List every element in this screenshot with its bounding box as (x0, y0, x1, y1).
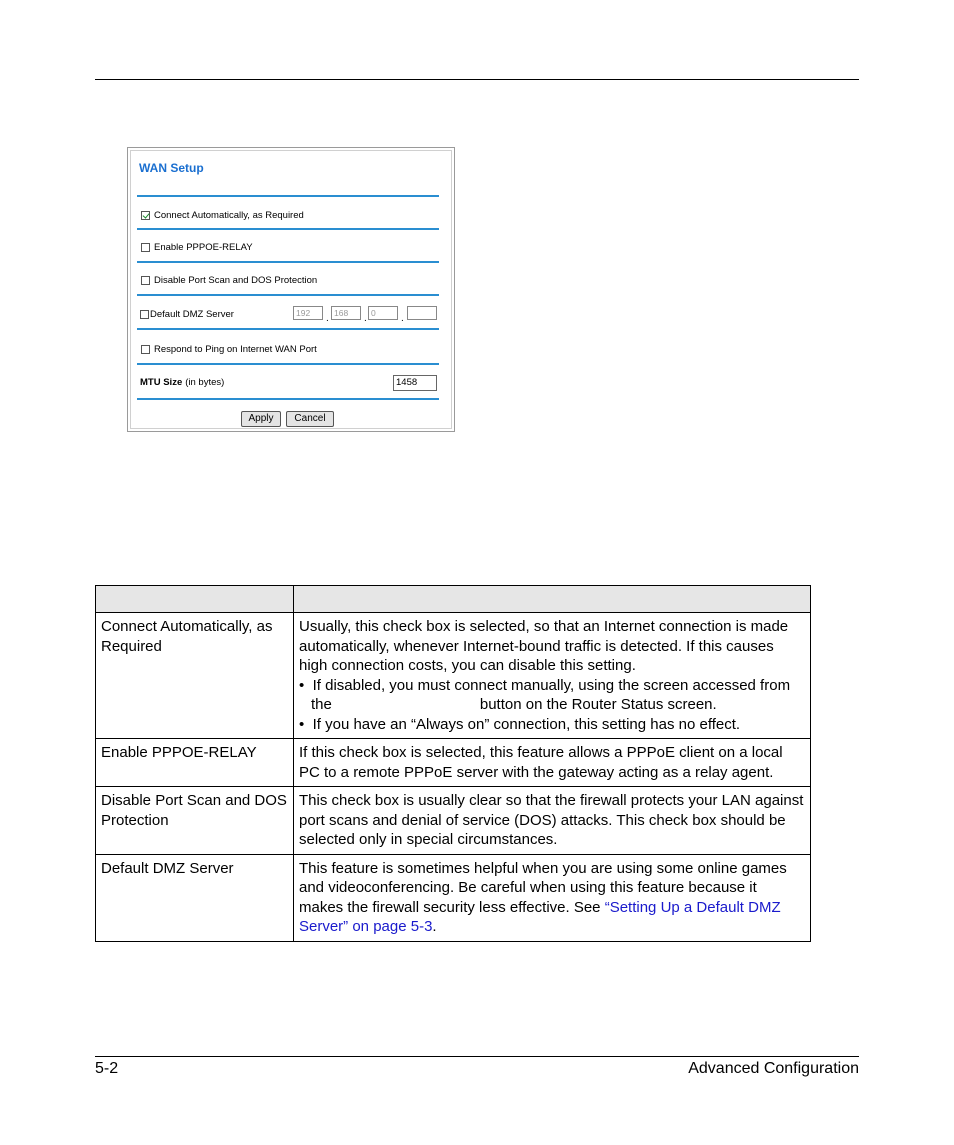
list-item: • If you have an “Always on” connection, this setting has no effect. (299, 715, 741, 733)
port-scan-row (141, 275, 317, 286)
connect-auto-checkbox[interactable] (141, 211, 150, 220)
ip-dot: . (401, 313, 404, 324)
separator (137, 294, 439, 296)
mtu-row (140, 377, 224, 388)
connect-auto-row (141, 210, 304, 221)
setting-name: Disable Port Scan and DOS Protection (96, 787, 294, 855)
separator (137, 398, 439, 400)
mtu-unit: (in bytes) (185, 377, 225, 388)
mtu-input[interactable]: 1458 (393, 375, 437, 391)
dmz-ip-octet-1[interactable]: 192 (293, 306, 323, 320)
port-scan-checkbox[interactable] (141, 276, 150, 285)
table-row (96, 854, 811, 941)
table-header-row (96, 586, 811, 613)
wan-setup-panel (127, 147, 455, 432)
bullet-text: If disabled, you must connect manually, using the screen accessed from the (311, 676, 791, 713)
pppoe-relay-row (141, 242, 253, 253)
dmz-checkbox[interactable] (140, 310, 149, 319)
dmz-row (140, 309, 234, 320)
table-row (96, 787, 811, 855)
setting-name: Enable PPPOE-RELAY (96, 739, 294, 787)
section-title: Advanced Configuration (688, 1060, 859, 1077)
setting-description (294, 613, 811, 739)
dmz-ip-octet-3[interactable]: 0 (368, 306, 398, 320)
ip-dot: . (364, 313, 367, 324)
setting-name: Connect Automatically, as Required (96, 613, 294, 739)
ping-row (141, 344, 317, 355)
table-row (96, 613, 811, 739)
description-text: This feature is sometimes helpful when you are using some online games and videoconferencing. Be careful when using this feature because it makes the firewall security less effective. See (299, 859, 787, 916)
separator (137, 228, 439, 230)
ip-dot: . (326, 313, 329, 324)
wan-setup-title: WAN Setup (139, 161, 204, 175)
separator (137, 195, 439, 197)
mtu-label: MTU Size (140, 377, 183, 388)
table-row (96, 739, 811, 787)
description-text: . (432, 918, 437, 935)
port-scan-label: Disable Port Scan and DOS Protection (154, 275, 318, 286)
setting-description: This check box is usually clear so that the firewall protects your LAN against port scans and denial of service (DOS) attacks. This check box should be selected only in special circumstances. (294, 787, 811, 855)
ping-label: Respond to Ping on Internet WAN Port (154, 344, 317, 355)
pppoe-relay-checkbox[interactable] (141, 243, 150, 252)
cancel-button[interactable]: Cancel (286, 411, 334, 427)
setting-description (294, 854, 811, 941)
table-header-cell (96, 586, 294, 613)
table-header-cell (294, 586, 811, 613)
dmz-ip-octet-4[interactable] (407, 306, 437, 320)
list-item: • If disabled, you must connect manually, using the screen accessed from the button on the Router Status screen. (299, 676, 791, 713)
footer-rule (95, 1056, 859, 1057)
description-text: Usually, this check box is selected, so that an Internet connection is made automatically, whenever Internet-bound traffic is detected. If this causes high connection costs, you can disable this setting. (299, 618, 789, 674)
bullet-text: button on the Router Status screen. (479, 696, 717, 713)
pppoe-relay-label: Enable PPPOE-RELAY (154, 242, 253, 253)
bullet-text: If you have an “Always on” connection, this setting has no effect. (312, 715, 741, 733)
settings-table (95, 585, 811, 942)
separator (137, 328, 439, 330)
dmz-label: Default DMZ Server (150, 309, 234, 320)
ping-checkbox[interactable] (141, 345, 150, 354)
connect-auto-label: Connect Automatically, as Required (154, 210, 304, 221)
header-rule (95, 79, 859, 80)
setting-description: If this check box is selected, this feature allows a PPPoE client on a local PC to a remote PPPoE server with the gateway acting as a relay agent. (294, 739, 811, 787)
setting-name: Default DMZ Server (96, 854, 294, 941)
page-number: 5-2 (95, 1060, 119, 1077)
apply-button[interactable]: Apply (241, 411, 281, 427)
separator (137, 363, 439, 365)
dmz-section-link[interactable]: “Setting Up a Default DMZ Server” on page 5-3 (299, 898, 781, 935)
dmz-ip-octet-2[interactable]: 168 (331, 306, 361, 320)
separator (137, 261, 439, 263)
bullet-list (299, 676, 805, 735)
